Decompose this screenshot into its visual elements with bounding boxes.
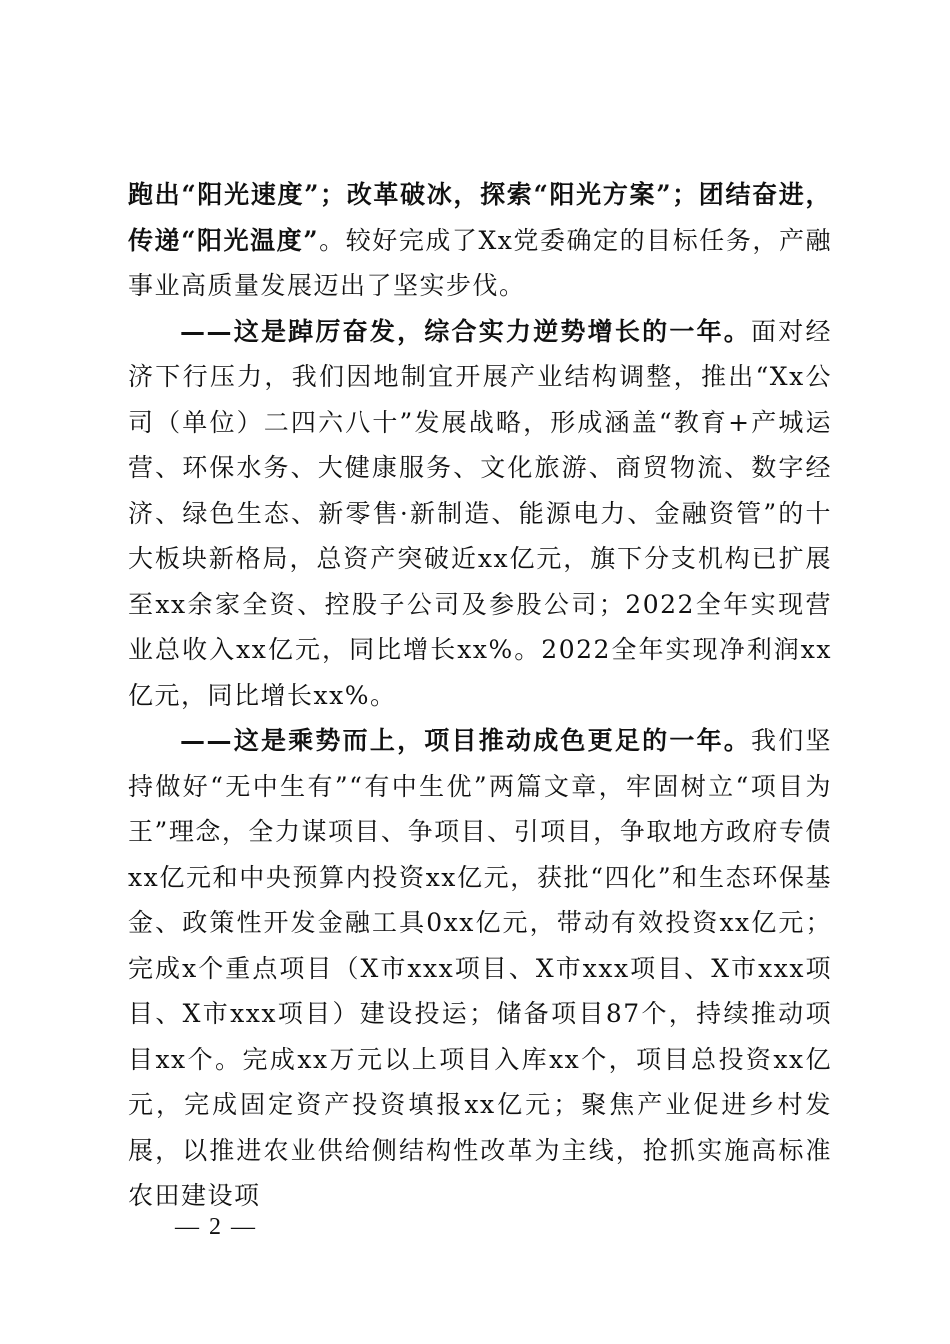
paragraph-heading: ——这是踔厉奋发，综合实力逆势增长的一年。 — [180, 316, 752, 346]
document-body — [128, 172, 832, 1219]
paragraph-continuation — [128, 172, 832, 309]
paragraph-bold-lead: 跑出“阳光速度”；改革破冰，探索“阳光方案”；团结奋进，传递“阳光温度” — [128, 180, 832, 255]
paragraph-project-progress — [128, 718, 832, 1219]
paragraph-text: 。较好完成了Xx党委确定的目标任务，产融事业高质量发展迈出了坚实步伐。 — [128, 225, 832, 300]
paragraph-text: 我们坚持做好“无中生有”“有中生优”两篇文章，牢固树立“项目为王”理念，全力谋项目、争项目、引项目，争取地方政府专债xx亿元和中央预算内投资xx亿元，获批“四化”和生态环保基金、政策性开发金融工具0xx亿元，带动有效投资xx亿元；完成x个重点项目（X市xxx项目、X市xxx项目、X市xxx项目、X市xxx项目）建设投运；储备项目87个，持续推动项目xx个。完成xx万元以上项目入库xx个，项目总投资xx亿元，完成固定资产投资填报xx亿元；聚焦产业促进乡村发展，以推进农业供给侧结构性改革为主线，抢抓实施高标准农田建设项 — [128, 726, 832, 1210]
paragraph-text: 面对经济下行压力，我们因地制宜开展产业结构调整，推出“Xx公司（单位）二四六八十”发展战略，形成涵盖“教育+产城运营、环保水务、大健康服务、文化旅游、商贸物流、数字经济、绿色生态、新零售·新制造、能源电力、金融资管”的十大板块新格局，总资产突破近xx亿元，旗下分支机构已扩展至xx余家全资、控股子公司及参股公司；2022全年实现营业总收入xx亿元，同比增长xx%。2022全年实现净利润xx亿元，同比增长xx%。 — [128, 316, 832, 710]
page-number: — 2 — — [175, 1214, 257, 1240]
paragraph-heading: ——这是乘势而上，项目推动成色更足的一年。 — [180, 726, 752, 755]
paragraph-overall-strength — [128, 309, 832, 719]
